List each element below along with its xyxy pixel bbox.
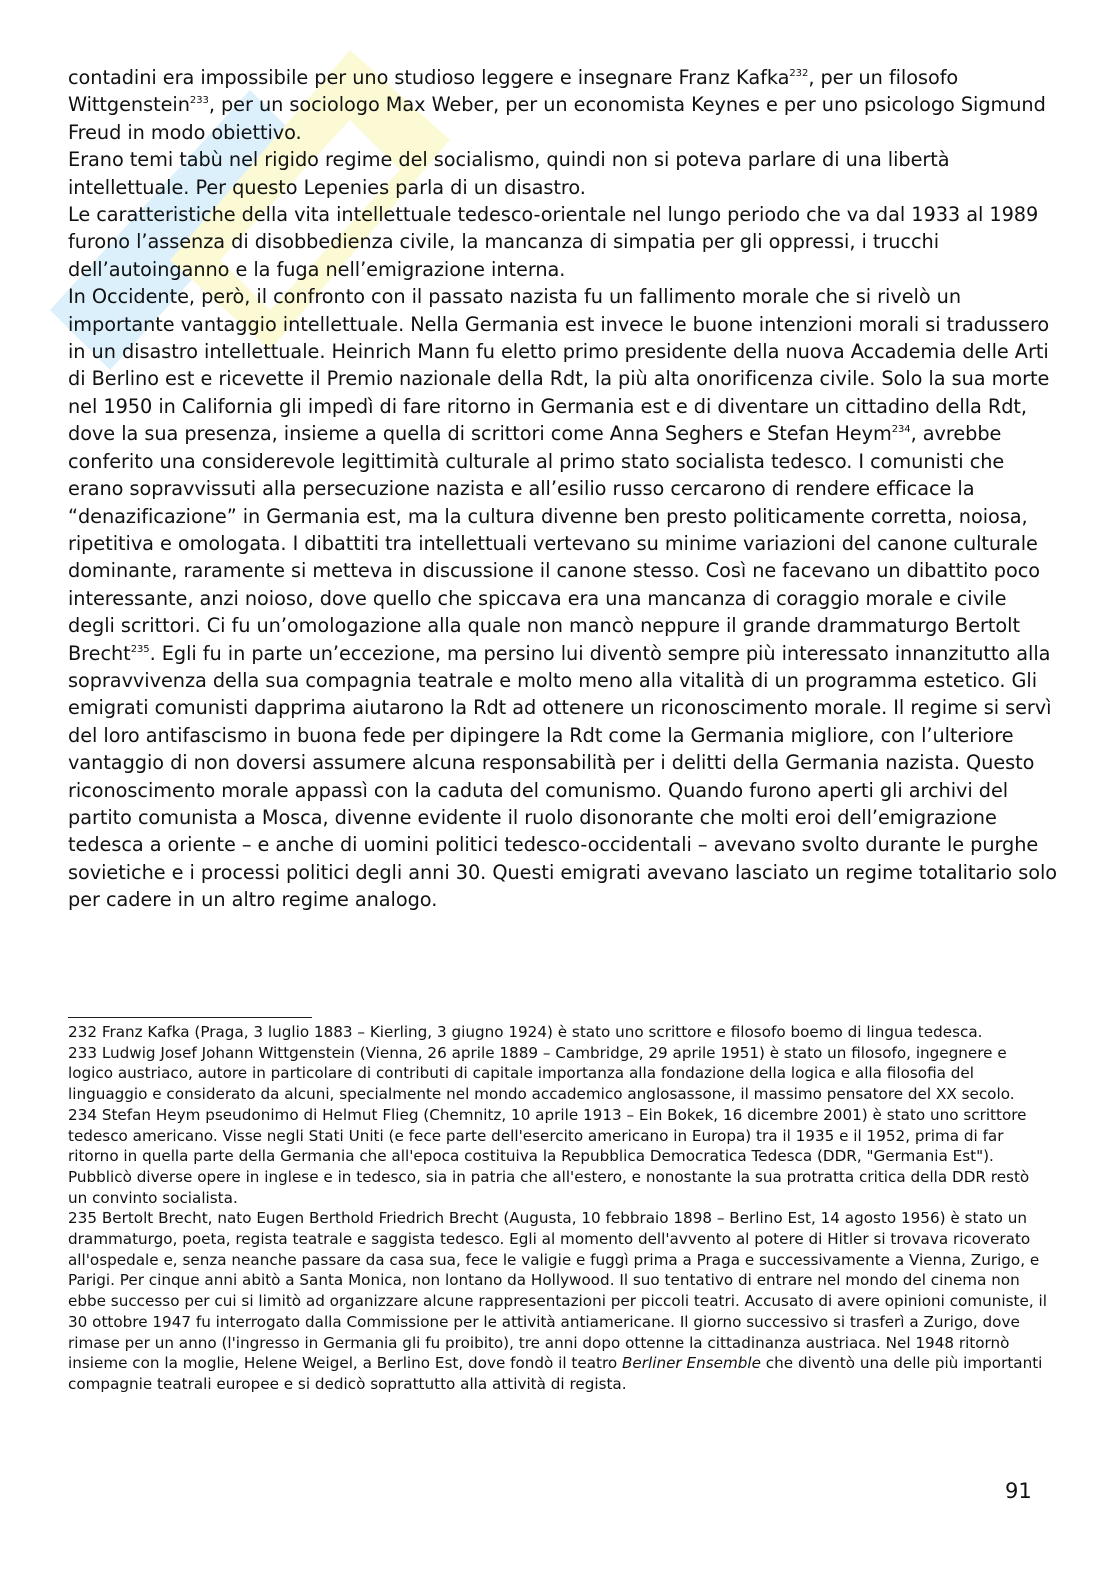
- italic-title: Berliner Ensemble: [622, 1354, 761, 1373]
- footnote-separator: [68, 1017, 312, 1018]
- footnote-233: 233 Ludwig Josef Johann Wittgenstein (Vienna, 26 aprile 1889 – Cambridge, 29 aprile 1951) è stato un filosofo, ingegnere e logico austriaco, autore in particolare di contributi di capitale importanza alla fondazione della logica e alla filosofia del linguaggio e considerato da alcuni, specialmente nel mondo accademico anglosassone, il massimo pensatore del XX secolo.: [68, 1043, 1015, 1104]
- main-text: [68, 64, 1058, 914]
- paragraph: Le caratteristiche della vita intellettuale tedesco-orientale nel lungo periodo che va dal 1933 al 1989 furono l’assenza di disobbedienza civile, la mancanza di simpatia per gli oppressi, i trucchi dell’autoinganno e la fuga nell’emigrazione interna.: [68, 203, 1039, 281]
- footnotes: [68, 1022, 1053, 1395]
- footnote-ref: 232: [789, 68, 809, 79]
- footnote-ref: 234: [891, 424, 911, 436]
- footnote-234: 234 Stefan Heym pseudonimo di Helmut Flieg (Chemnitz, 10 aprile 1913 – Ein Bokek, 16 dicembre 2001) è stato uno scrittore tedesco americano. Visse negli Stati Uniti (e fece parte dell'esercito americano in Europa) tra il 1935 e il 1952, prima di far ritorno in quella parte della Germania che all'epoca costituiva la Repubblica Democratica Tedesca (DDR, "Germania Est"). Pubblicò diverse opere in inglese e in tedesco, sia in patria che all'estero, e nonostante la sua protratta critica della DDR restò un convinto socialista.: [68, 1105, 1030, 1207]
- footnote-232: 232 Franz Kafka (Praga, 3 luglio 1883 – Kierling, 3 giugno 1924) è stato uno scrittore e filosofo boemo di lingua tedesca.: [68, 1023, 983, 1041]
- footnote-235: 235 Bertolt Brecht, nato Eugen Berthold Friedrich Brecht (Augusta, 10 febbraio 1898 – Berlino Est, 14 agosto 1956) è stato un drammaturgo, poeta, regista teatrale e saggista tedesco. Egli al momento dell'avvento al potere di Hitler si trovava ricoverato all'ospedale e, senza neanche passare da casa sua, fece le valigie e fuggì prima a Praga e successivamente a Vienna, Zurigo, e Parigi. Per cinque anni abitò a Santa Monica, non lontano da Hollywood. Il suo tentativo di entrare nel mondo del cinema non ebbe successo per cui si limitò ad organizzare alcune rappresentazioni per piccoli teatri. Accusato di avere opinioni comuniste, il 30 ottobre 1947 fu interrogato dalla Commissione per le attività antiamericane. Il giorno successivo si trasferì a Zurigo, dove rimase per un anno (l'ingresso in Germania gli fu proibito), tre anni dopo ottenne la cittadinanza austriaca. Nel 1948 ritornò insieme con la moglie, Helene Weigel, a Berlino Est, dove fondò il teatro Berliner Ensemble che diventò una delle più importanti compagnie teatrali europee e si dedicò soprattutto alla attività di regista.: [68, 1209, 1047, 1393]
- paragraph: Erano temi tabù nel rigido regime del socialismo, quindi non si poteva parlare di una libertà intellettuale. Per questo Lepenies parla di un disastro.: [68, 148, 950, 199]
- footnote-ref: 233: [189, 95, 209, 107]
- paragraph: In Occidente, però, il confronto con il passato nazista fu un fallimento morale che si rivelò un importante vantaggio intellettuale. Nella Germania est invece le buone intenzioni morali si tradussero in un disastro intellettuale. Heinrich Mann fu eletto primo presidente della nuova Accademia delle Arti di Berlino est e ricevette il Premio nazionale della Rdt, la più alta onorificenza civile. Solo la sua morte nel 1950 in California gli impedì di fare ritorno in Germania est e di diventare un cittadino della Rdt, dove la sua presenza, insieme a quella di scrittori come Anna Seghers e Stefan Heym$^{234}$, avrebbe conferito una considerevole legittimità culturale al primo stato socialista tedesco. I comunisti che erano sopravvissuti alla persecuzione nazista e all’esilio russo cercarono di rendere efficace la “denazificazione” in Germania est, ma la cultura divenne ben presto politicamente corretta, noiosa, ripetitiva e omologata. I dibattiti tra intellettuali vertevano su minime variazioni del canone culturale dominante, raramente si metteva in discussione il canone stesso. Così ne facevano un dibattito poco interessante, anzi noioso, dove quello che spiccava era una mancanza di coraggio morale e civile degli scrittori. Ci fu un’omologazione alla quale non mancò neppure il grande drammaturgo Bertolt Brecht$^{235}$. Egli fu in parte un’eccezione, ma persino lui diventò sempre più interessato innanzitutto alla sopravvivenza della sua compagnia teatrale e molto meno alla vitalità di un programma estetico. Gli emigrati comunisti dapprima aiutarono la Rdt ad ottenere un riconoscimento morale. Il regime si servì del loro antifascismo in buona fede per dipingere la Rdt come la Germania migliore, con l’ulteriore vantaggio di non doversi assumere alcuna responsabilità per i delitti della Germania nazista. Questo riconoscimento morale appassì con la caduta del comunismo. Quando furono aperti gli archivi del partito comunista a Mosca, divenne evidente il ruolo disonorante che molti eroi dell’emigrazione tedesca a oriente – e anche di uomini politici tedesco-occidentali – avevano svolto durante le purghe sovietiche e i processi politici degli anni 30. Questi emigrati avevano lasciato un regime totalitario solo per cadere in un altro regime analogo.: [68, 285, 1058, 912]
- paragraph: contadini era impossibile per uno studioso leggere e insegnare Franz Kafka$^{232}$, per un filosofo Wittgenstein$^{233}$, per un sociologo Max Weber, per un economista Keynes e per uno psicologo Sigmund Freud in modo obiettivo.: [68, 66, 1046, 144]
- page-number: 91: [1005, 1479, 1032, 1503]
- footnote-ref: 235: [130, 643, 150, 655]
